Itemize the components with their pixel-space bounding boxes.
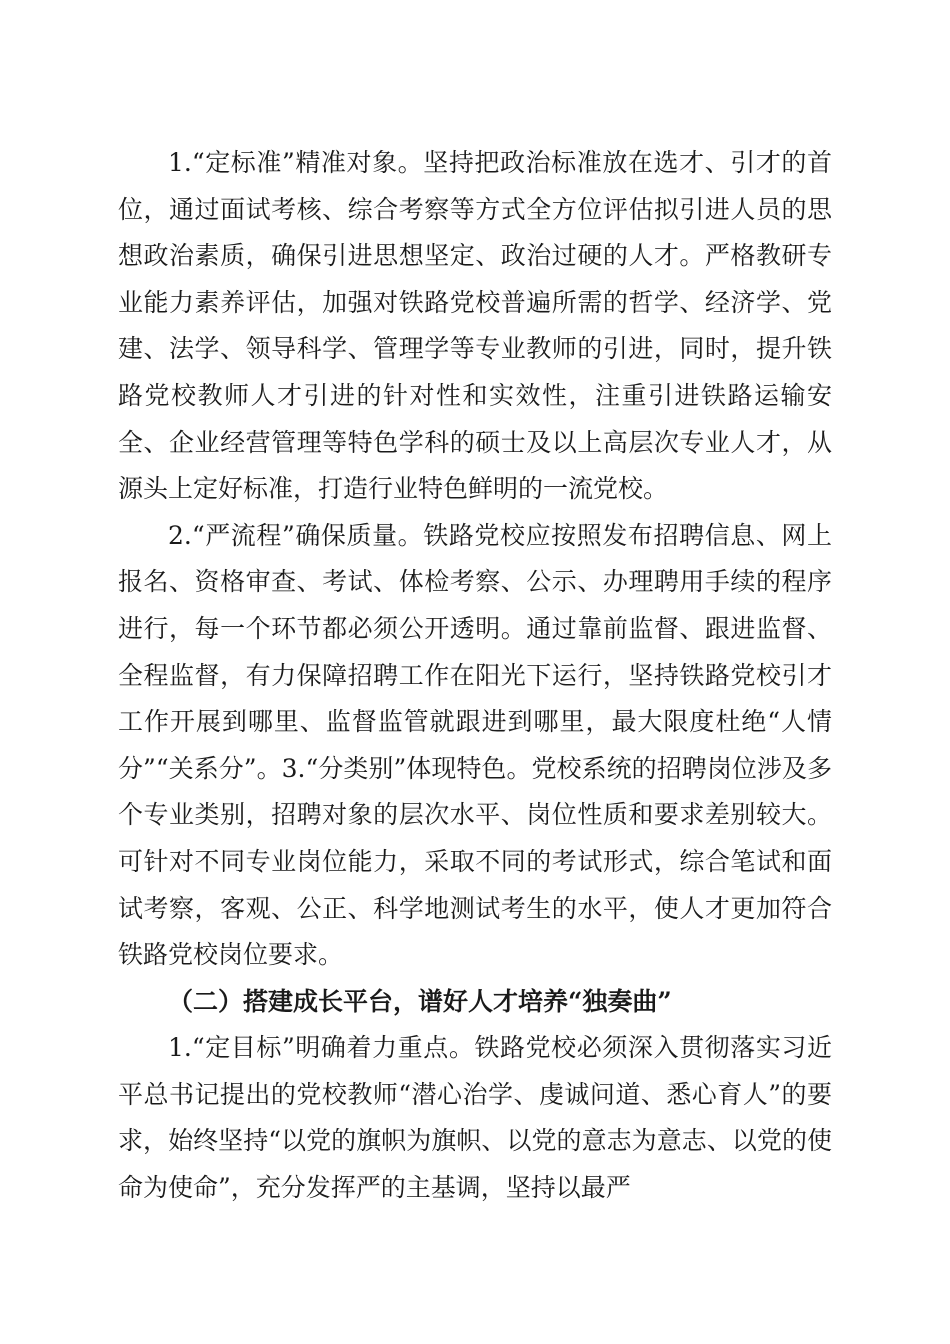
- paragraph-strict-process: 2.“严流程”确保质量。铁路党校应按照发布招聘信息、网上报名、资格审查、考试、体检考察、公示、办理聘用手续的程序进行，每一个环节都必须公开透明。通过靠前监督、跟进监督、全程监督，有力保障招聘工作在阳光下运行，坚持铁路党校引才工作开展到哪里、监督监管就跟进到哪里，最大限度杜绝“人情分”“关系分”。3.“分类别”体现特色。党校系统的招聘岗位涉及多个专业类别，招聘对象的层次水平、岗位性质和要求差别较大。可针对不同专业岗位能力，采取不同的考试形式，综合笔试和面试考察，客观、公正、科学地测试考生的水平，使人才更加符合铁路党校岗位要求。: [118, 520, 832, 970]
- section-heading-growth-platform: （二）搭建成长平台，谱好人才培养“独奏曲”: [168, 986, 672, 1016]
- document-page: [118, 140, 832, 1212]
- paragraph-define-standards: 1.“定标准”精准对象。坚持把政治标准放在选才、引才的首位，通过面试考核、综合考察等方式全方位评估拟引进人员的思想政治素质，确保引进思想坚定、政治过硬的人才。严格教研专业能力素养评估，加强对铁路党校普遍所需的哲学、经济学、党建、法学、领导科学、管理学等专业教师的引进，同时，提升铁路党校教师人才引进的针对性和实效性，注重引进铁路运输安全、企业经营管理等特色学科的硕士及以上高层次专业人才，从源头上定好标准，打造行业特色鲜明的一流党校。: [118, 148, 832, 504]
- paragraph-define-goals: 1.“定目标”明确着力重点。铁路党校必须深入贯彻落实习近平总书记提出的党校教师“潜心治学、虔诚问道、悉心育人”的要求，始终坚持“以党的旗帜为旗帜、以党的意志为意志、以党的使命为使命”，充分发挥严的主基调，坚持以最严: [118, 1033, 832, 1203]
